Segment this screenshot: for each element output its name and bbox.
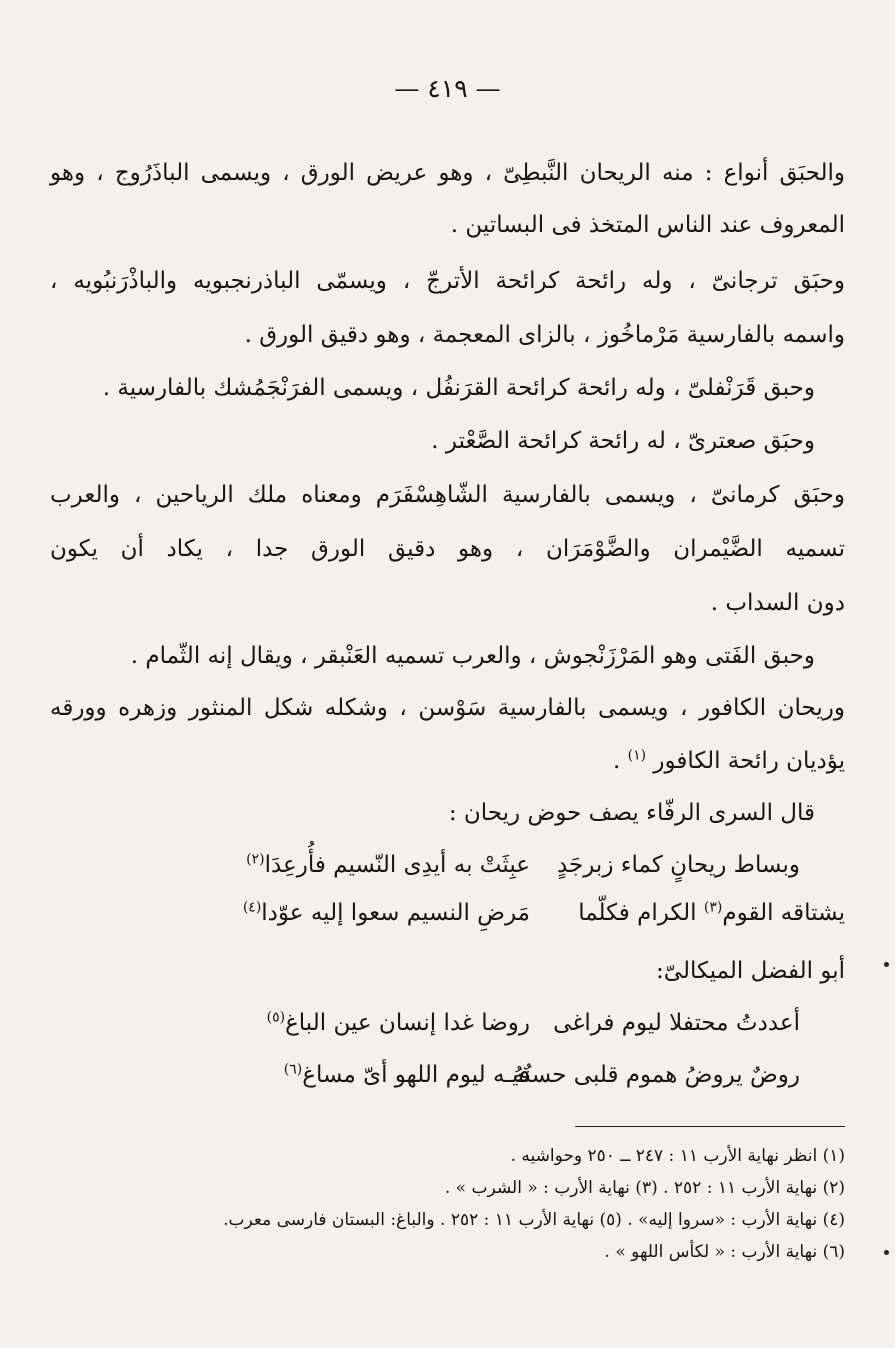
text-line: المعروف عند الناس المتخذ فى البساتين . <box>450 212 845 238</box>
text-line: وريحان الكافور ، ويسمى بالفارسية سَوْسن ، وشكله شكل المنثور وزهره وورقه <box>50 695 845 721</box>
footnote-ref: (٣) <box>703 899 723 916</box>
footnote-separator <box>575 1126 845 1127</box>
footnote-ref: (٥) <box>266 1009 286 1026</box>
verse-hemistich: وبساط ريحانٍ كماء زبرجَدٍ <box>556 852 800 878</box>
footnote-ref: (٦) <box>283 1061 303 1078</box>
text-line: وحبَق ترجانىّ ، وله رائحة كرائحة الأترجّ ، ويسمّى الباذرنجبويه والباذْرَنبُويه ، <box>50 268 845 294</box>
footnote: (١) انظر نهاية الأرب ١١ : ٢٤٧ ــ ٢٥٠ وحواشيه . <box>510 1146 845 1166</box>
text-fragment: روضا غدا إنسان عين الباغ <box>285 1010 530 1036</box>
footnote-ref: (٢) <box>246 851 265 868</box>
text-line: دون السداب . <box>710 590 845 616</box>
verse-hemistich <box>200 852 530 880</box>
text-line <box>50 748 845 776</box>
text-line: وحبَق كرمانىّ ، ويسمى بالفارسية الشّاهِسْفَرَم ومعناه ملك الرياحين ، والعرب <box>50 482 845 508</box>
text-fragment: يؤديان رائحة الكافور <box>653 748 845 774</box>
text-line: وحبق قَرَنْفلىّ ، وله رائحة كرائحة القرَنفُل ، ويسمى الفرَنْجَمُشك بالفارسية . <box>102 375 815 401</box>
text-fragment: فيـه ليوم اللهو أىّ مساغ <box>302 1062 530 1088</box>
text-line: وحبَق صعترىّ ، له رائحة كرائحة الصَّعْتر . <box>431 428 815 454</box>
footnote-ref: (١) <box>627 747 647 764</box>
text-line: والحبَق أنواع : منه الريحان النَّبطِىّ ، وهو عريض الورق ، ويسمى الباذَرُوج ، وهو <box>50 160 845 186</box>
verse-hemistich <box>200 1062 530 1090</box>
text-fragment: الكرام فكلّما <box>578 900 704 926</box>
text-line: قال السرى الرفّاء يصف حوض ريحان : <box>448 800 815 826</box>
footnote-ref: (٤) <box>242 899 262 916</box>
footnote: (٤) نهاية الأرب : «سروا إليه» . (٥) نهاية الأرب ١١ : ٢٥٢ . والباغ: البستان فارسى معرب. <box>223 1210 845 1230</box>
page-number: — ٤١٩ — <box>394 74 501 103</box>
text-fragment: يشتاقه القوم <box>722 900 845 926</box>
scan-mark <box>884 962 889 967</box>
verse-hemistich: روضٌ يروضُ هموم قلبى حسنُهُ <box>512 1062 800 1088</box>
text-line: أبو الفضل الميكالىّ: <box>656 958 845 984</box>
verse-hemistich <box>485 900 845 928</box>
verse-hemistich <box>200 1010 530 1038</box>
text-fragment: مَرضِ النسيم سعوا إليه عوّدا <box>261 900 530 926</box>
verse-hemistich <box>200 900 530 928</box>
text-line: تسميه الضَّيْمران والضَّوْمَرَان ، وهو دقيق الورق جدا ، يكاد أن يكون <box>50 536 845 562</box>
verse-hemistich: أعددتُ محتفلا ليوم فراغى <box>553 1010 800 1036</box>
text-line: واسمه بالفارسية مَرْماخُوز ، بالزاى المعجمة ، وهو دقيق الورق . <box>244 322 845 348</box>
footnote: (٢) نهاية الأرب ١١ : ٢٥٢ . (٣) نهاية الأرب : « الشرب » . <box>444 1178 845 1198</box>
footnote: (٦) نهاية الأرب : « لكأس اللهو » . <box>604 1242 845 1262</box>
scan-mark <box>884 1250 889 1255</box>
text-line: وحبق الفَتى وهو المَرْزَنْجوش ، والعرب تسميه العَنْبقر ، ويقال إنه الثّمام . <box>130 643 815 669</box>
text-fragment: . <box>612 748 621 774</box>
text-fragment: عبِثَتْ به أيدِى النّسيم فأُرعِدَا <box>264 852 530 878</box>
